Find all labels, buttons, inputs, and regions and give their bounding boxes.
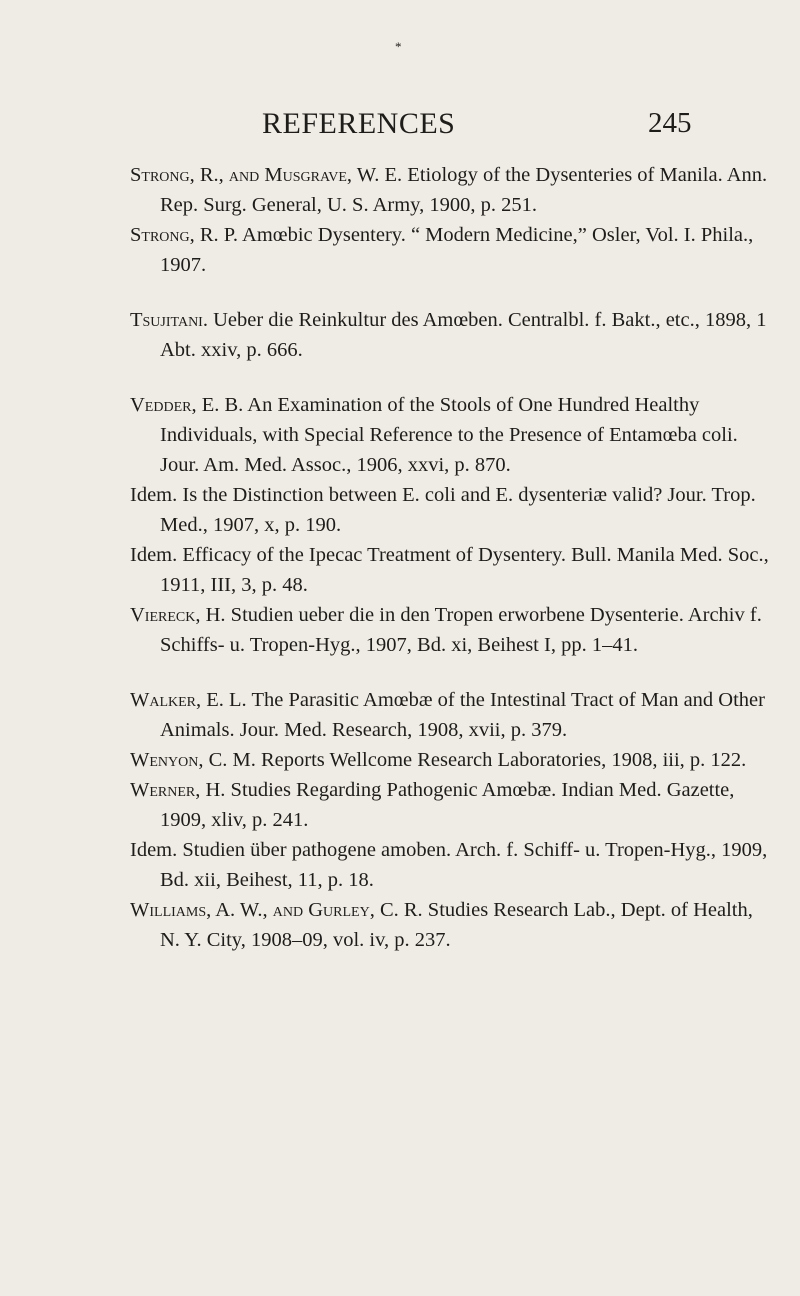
page-header (0, 103, 800, 143)
reference-text: Amœbic Dysentery. “ Modern Medicine,” Osler, Vol. I. Phila., 1907. (160, 224, 754, 276)
reference-entry (130, 600, 770, 660)
running-head: REFERENCES (262, 107, 456, 140)
reference-text: Studien ueber die in den Tropen erworbene Dysenterie. Archiv f. Schiffs- u. Tropen-Hyg., 1907, Bd. xi, Beihest I, pp. 1–41. (160, 604, 762, 656)
reference-entry (130, 895, 770, 955)
reference-text: Idem. Studien über pathogene amoben. Arch. f. Schiff- u. Tropen-Hyg., 1909, Bd. xii, Beihest, 11, p. 18. (130, 839, 768, 891)
reference-author: Werner, H. (130, 779, 226, 801)
reference-entry (130, 305, 770, 365)
reference-author: Walker, E. L. (130, 689, 247, 711)
reference-text: Idem. Efficacy of the Ipecac Treatment of Dysentery. Bull. Manila Med. Soc., 1911, III, 3, p. 48. (130, 544, 769, 596)
reference-author: Wenyon, C. M. (130, 749, 256, 771)
reference-entry (130, 220, 770, 280)
top-mark: * (395, 39, 402, 54)
reference-text: Idem. Is the Distinction between E. coli and E. dysenteriæ valid? Jour. Trop. Med., 1907, x, p. 190. (130, 484, 756, 536)
reference-author: Tsujitani. (130, 309, 208, 331)
reference-text: Reports Wellcome Research Laboratories, 1908, iii, p. 122. (255, 749, 747, 771)
reference-author: Williams, A. W., and Gurley, C. R. (130, 899, 423, 921)
reference-entry (130, 540, 770, 600)
reference-text: Studies Regarding Pathogenic Amœbæ. Indian Med. Gazette, 1909, xliv, p. 241. (160, 779, 735, 831)
reference-author: Viereck, H. (130, 604, 226, 626)
reference-entry (130, 160, 770, 220)
reference-entry (130, 835, 770, 895)
reference-text: An Examination of the Stools of One Hundred Healthy Individuals, with Special Reference to the Presence of Entamœba coli. Jour. Am. Med. Assoc., 1906, xxvi, p. 870. (160, 394, 738, 476)
reference-text: Etiology of the Dysenteries of Manila. Ann. Rep. Surg. General, U. S. Army, 1900, p. 251. (160, 164, 768, 216)
page-number: 245 (648, 107, 692, 139)
reference-text: Ueber die Reinkultur des Amœben. Centralbl. f. Bakt., etc., 1898, 1 Abt. xxiv, p. 666. (160, 309, 767, 361)
reference-entry (130, 745, 770, 775)
reference-entry (130, 685, 770, 745)
reference-entry (130, 480, 770, 540)
reference-author: Strong, R., and Musgrave, W. E. (130, 164, 403, 186)
reference-entry (130, 775, 770, 835)
reference-entry (130, 390, 770, 480)
reference-author: Strong, R. P. (130, 224, 239, 246)
reference-author: Vedder, E. B. (130, 394, 244, 416)
reference-list (130, 160, 770, 955)
reference-text: Studies Research Lab., Dept. of Health, N. Y. City, 1908–09, vol. iv, p. 237. (160, 899, 753, 951)
reference-text: The Parasitic Amœbæ of the Intestinal Tract of Man and Other Animals. Jour. Med. Research, 1908, xvii, p. 379. (160, 689, 765, 741)
